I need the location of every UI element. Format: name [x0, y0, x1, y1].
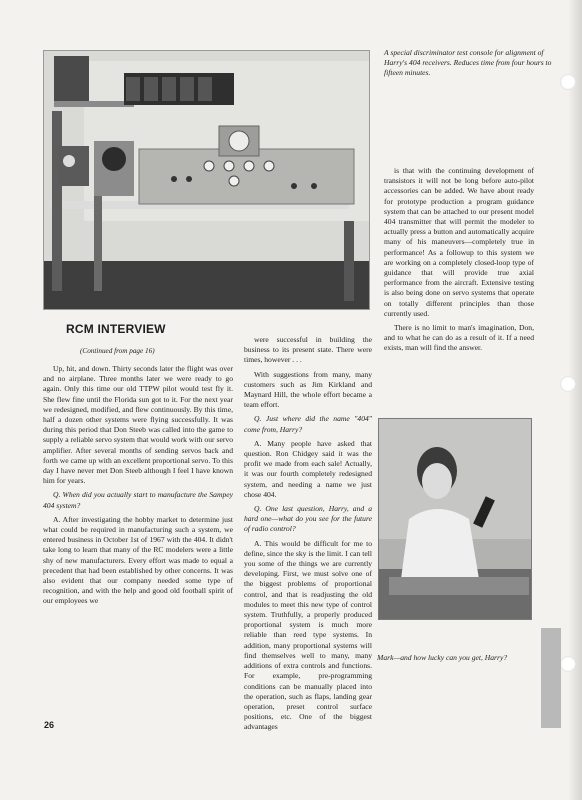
article-heading: RCM INTERVIEW — [66, 322, 166, 336]
page-edge-shadow — [568, 0, 582, 800]
question: Q. Just where did the name "404" come from, Harry? — [244, 414, 372, 434]
binder-hole — [560, 376, 576, 392]
binder-hole — [560, 74, 576, 90]
answer: A. After investigating the hobby market to determine just what could be required in manufacturing such a system, we entered business in October 1st of 1967 with the 404. It didn't take long to learn that many of the RC modelers were a little shy of new manufacturers. Every effort was made to equal a precedent that had been established by other concerns. It was also evident that our company needed some type of recognition, and with the help and good old football spirit of our employees we — [43, 514, 233, 606]
paragraph: Up, hit, and down. Thirty seconds later the flight was over and no airplane. Three months later we were ready to go again. Only this time our old TTPW pilot would test fly it. She flew fine until the Florida sun got to it. For the next year we redesigned, modified, and flew continuously. By this time, half a dozen other systems were flying successfully. It was during this period that Don Steeb was called into the game to supply a reliable servo system that would work with our servo amplifier. After several months of sending servos back and forth we came up with an excellent proportional servo. To this day I have never met Don Steeb although I feel I have known him for years. — [43, 364, 233, 486]
text-column-2 — [244, 335, 372, 737]
answer: A. This would be difficult for me to define, since the sky is the limit. I can tell you some of the things we are currently developing. First, we must solve one of the biggest problems of proportional control, and that is readjusting the old modules to meet this new type of control system. Truthfully, a properly produced proportional system is much more reliable than reed type systems. In addition, many proportional systems will find themselves well to many, many additions of extra controls and functions. For example, pre-programming conditions can be manually placed into the operation, such as flaps, landing gear operation, preset control surface positions, etc. One of the biggest advantages — [244, 538, 372, 732]
paragraph: There is no limit to man's imagination, Don, and to what he can do as a result of it. If a need exists, man will find the answer. — [384, 323, 534, 353]
continued-note: (Continued from page 16) — [80, 347, 155, 355]
paragraph: were successful in building the business to its present state. There were times, however . . . — [244, 335, 372, 365]
thumb-edge — [541, 628, 561, 728]
paragraph: With suggestions from many, many customers such as Jim Kirkland and Maynard Hill, the whole effort became a team effort. — [244, 369, 372, 410]
text-column-1 — [43, 364, 233, 611]
photo-caption-top: A special discriminator test console for alignment of Harry's 404 receivers. Reduces time from four hours to fifteen minutes. — [384, 48, 552, 77]
photo-caption-bottom: Mark—and how lucky can you get, Harry? — [377, 653, 508, 662]
binder-hole — [560, 656, 576, 672]
question: Q. When did you actually start to manufacture the Sampey 404 system? — [43, 490, 233, 510]
question: Q. One last question, Harry, and a hard one—what do you see for the future of radio control? — [244, 504, 372, 534]
text-column-3 — [384, 166, 534, 358]
woman-with-phone-photo — [378, 418, 532, 620]
answer: A. Many people have asked that question. Ron Chidgey said it was the profit we made from each sale! Actually, it was our fourth completely redesigned system, and needing a name we just chose 404. — [244, 438, 372, 499]
page-number: 26 — [44, 720, 55, 730]
test-console-photo — [43, 50, 370, 310]
paragraph: is that with the continuing development of transistors it will not be long before auto-pilot accessories can be added. We have about ready for prototype production a program guidance system that can be attached to our present model 404 transmitter that will permit the modeler to actually press a button and automatically acquire many of his maneuvers—completely true in performance! As a followup to this system we are working on a completely closed-loop type of guidance that will provide true axial performance from the aircraft. Extensive testing is also being done on servo systems that operate on totally different principles than those currently used. — [384, 166, 534, 318]
